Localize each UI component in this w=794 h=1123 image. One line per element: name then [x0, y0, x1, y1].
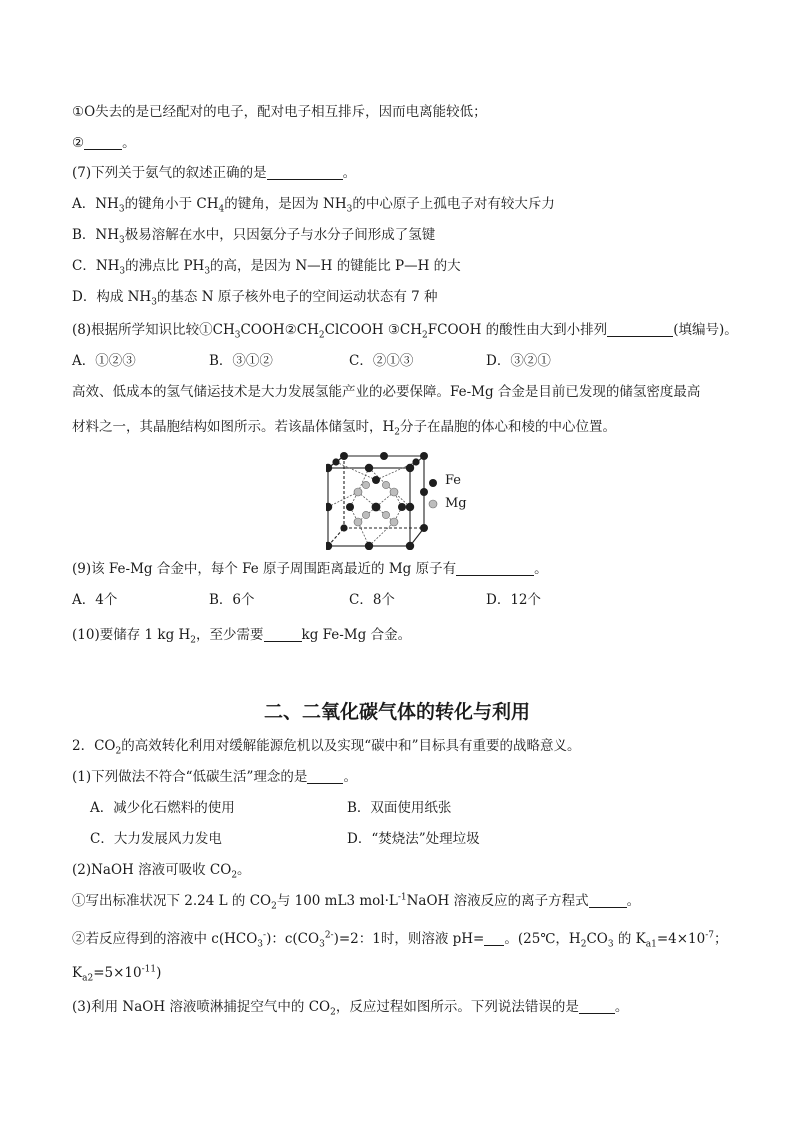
crystal-cell-diagram — [326, 452, 476, 550]
q8-option-a: A．①②③ — [72, 353, 136, 369]
section-title: 二、二氧化碳气体的转化与利用 — [263, 701, 530, 723]
crystal-cell-figure — [326, 452, 476, 550]
q8-option-d: D．③②① — [486, 353, 551, 369]
q2-option-b: B．双面使用纸张 — [347, 800, 452, 816]
q7-option-d: D．构成 $NH_3$的基态 N 原子核外电子的空间运动状态有 7 种 — [72, 289, 438, 308]
mg-legend-marker — [429, 500, 437, 508]
q7-option-c: C．$NH_3$的沸点比 $PH_3$的高，是因为 N—H 的键能比 P—H 的大 — [72, 258, 461, 277]
q2-sub2: (2)NaOH 溶液可吸收 $CO_2$。 — [72, 862, 251, 881]
answer-blank[interactable] — [264, 627, 302, 642]
q9-option-d: D．12个 — [486, 592, 542, 608]
answer-blank[interactable] — [589, 893, 627, 908]
fe-legend-marker — [429, 479, 437, 487]
q7-stem: (7)下列关于氨气的叙述正确的是 。 — [72, 165, 357, 181]
answer-blank[interactable] — [484, 931, 504, 946]
q8-option-b: B．③①② — [209, 353, 273, 369]
intro-line-2: 材料之一，其晶胞结构如图所示。若该晶体储氢时，$H_2$分子在晶胞的体心和棱的中心位置。 — [72, 419, 617, 438]
answer-blank[interactable] — [267, 165, 343, 180]
q2-sub3: (3)利用 NaOH 溶液喷淋捕捉空气中的 $CO_2$，反应过程如图所示。下列说法错误的是 。 — [72, 999, 629, 1018]
q8-option-c: C．②①③ — [349, 353, 414, 369]
answer-blank[interactable] — [84, 135, 122, 150]
q2-ka2: $K_{a2}=5\times 10^{-11}$) — [72, 964, 162, 984]
q2-option-a: A．减少化石燃料的使用 — [90, 800, 235, 816]
q2-option-c: C．大力发展风力发电 — [90, 831, 222, 847]
q9-stem: (9)该 Fe-Mg 合金中，每个 Fe 原子周围距离最近的 Mg 原子有 。 — [72, 561, 548, 577]
q2-sub2-1: ①写出标准状况下 2.24 L 的 $CO_2$与 100 mL3 $mol\cdot L^{-1}NaOH$ 溶液反应的离子方程式 。 — [72, 892, 641, 912]
answer-blank[interactable] — [307, 769, 343, 784]
intro-line-1: 高效、低成本的氢气储运技术是大力发展氢能产业的必要保障。Fe-Mg 合金是目前已发现的储氢密度最高 — [72, 384, 701, 400]
q8-stem: (8)根据所学知识比较$①CH_3COOH②CH_2ClCOOH$ $③CH_2FCOOH$ 的酸性由大到小排列 (填编号)。 — [72, 322, 738, 341]
q6-item2: ② 。 — [72, 135, 136, 151]
answer-blank[interactable] — [607, 322, 673, 337]
mg-legend-label: Mg — [445, 496, 467, 511]
q9-option-a: A．4个 — [72, 592, 118, 608]
answer-blank[interactable] — [579, 999, 615, 1014]
q7-option-a: A．$NH_3$的键角小于 $CH_4$的键角，是因为 $NH_3$的中心原子上孤电子对有较大斥力 — [72, 196, 555, 215]
q9-option-c: C．8个 — [349, 592, 395, 608]
q6-item1: ①O失去的是已经配对的电子，配对电子相互排斥，因而电离能较低； — [72, 104, 487, 120]
q2-sub1: (1)下列做法不符合“低碳生活”理念的是 。 — [72, 769, 357, 785]
q10-stem: (10)要储存 1 kg $H_2$，至少需要 kg Fe-Mg 合金。 — [72, 627, 412, 646]
q9-option-b: B．6个 — [209, 592, 255, 608]
q2-stem: 2．$CO_2$的高效转化利用对缓解能源危机以及实现“碳中和”目标具有重要的战略意义。 — [72, 738, 581, 757]
fe-legend-label: Fe — [445, 473, 462, 488]
answer-blank[interactable] — [456, 561, 534, 576]
q2-sub2-2: ②若反应得到的溶液中 $c(HCO_3^-)$：$c(CO_3^{2-})=2$：1时，则溶液 pH= 。(25℃，$H_2CO_3$ 的 $K_{a1}=4\times 10^{-7}$； — [72, 930, 728, 950]
q2-option-d: D．“焚烧法”处理垃圾 — [347, 831, 480, 847]
q7-option-b: B．$NH_3$极易溶解在水中，只因氨分子与水分子间形成了氢键 — [72, 227, 436, 246]
